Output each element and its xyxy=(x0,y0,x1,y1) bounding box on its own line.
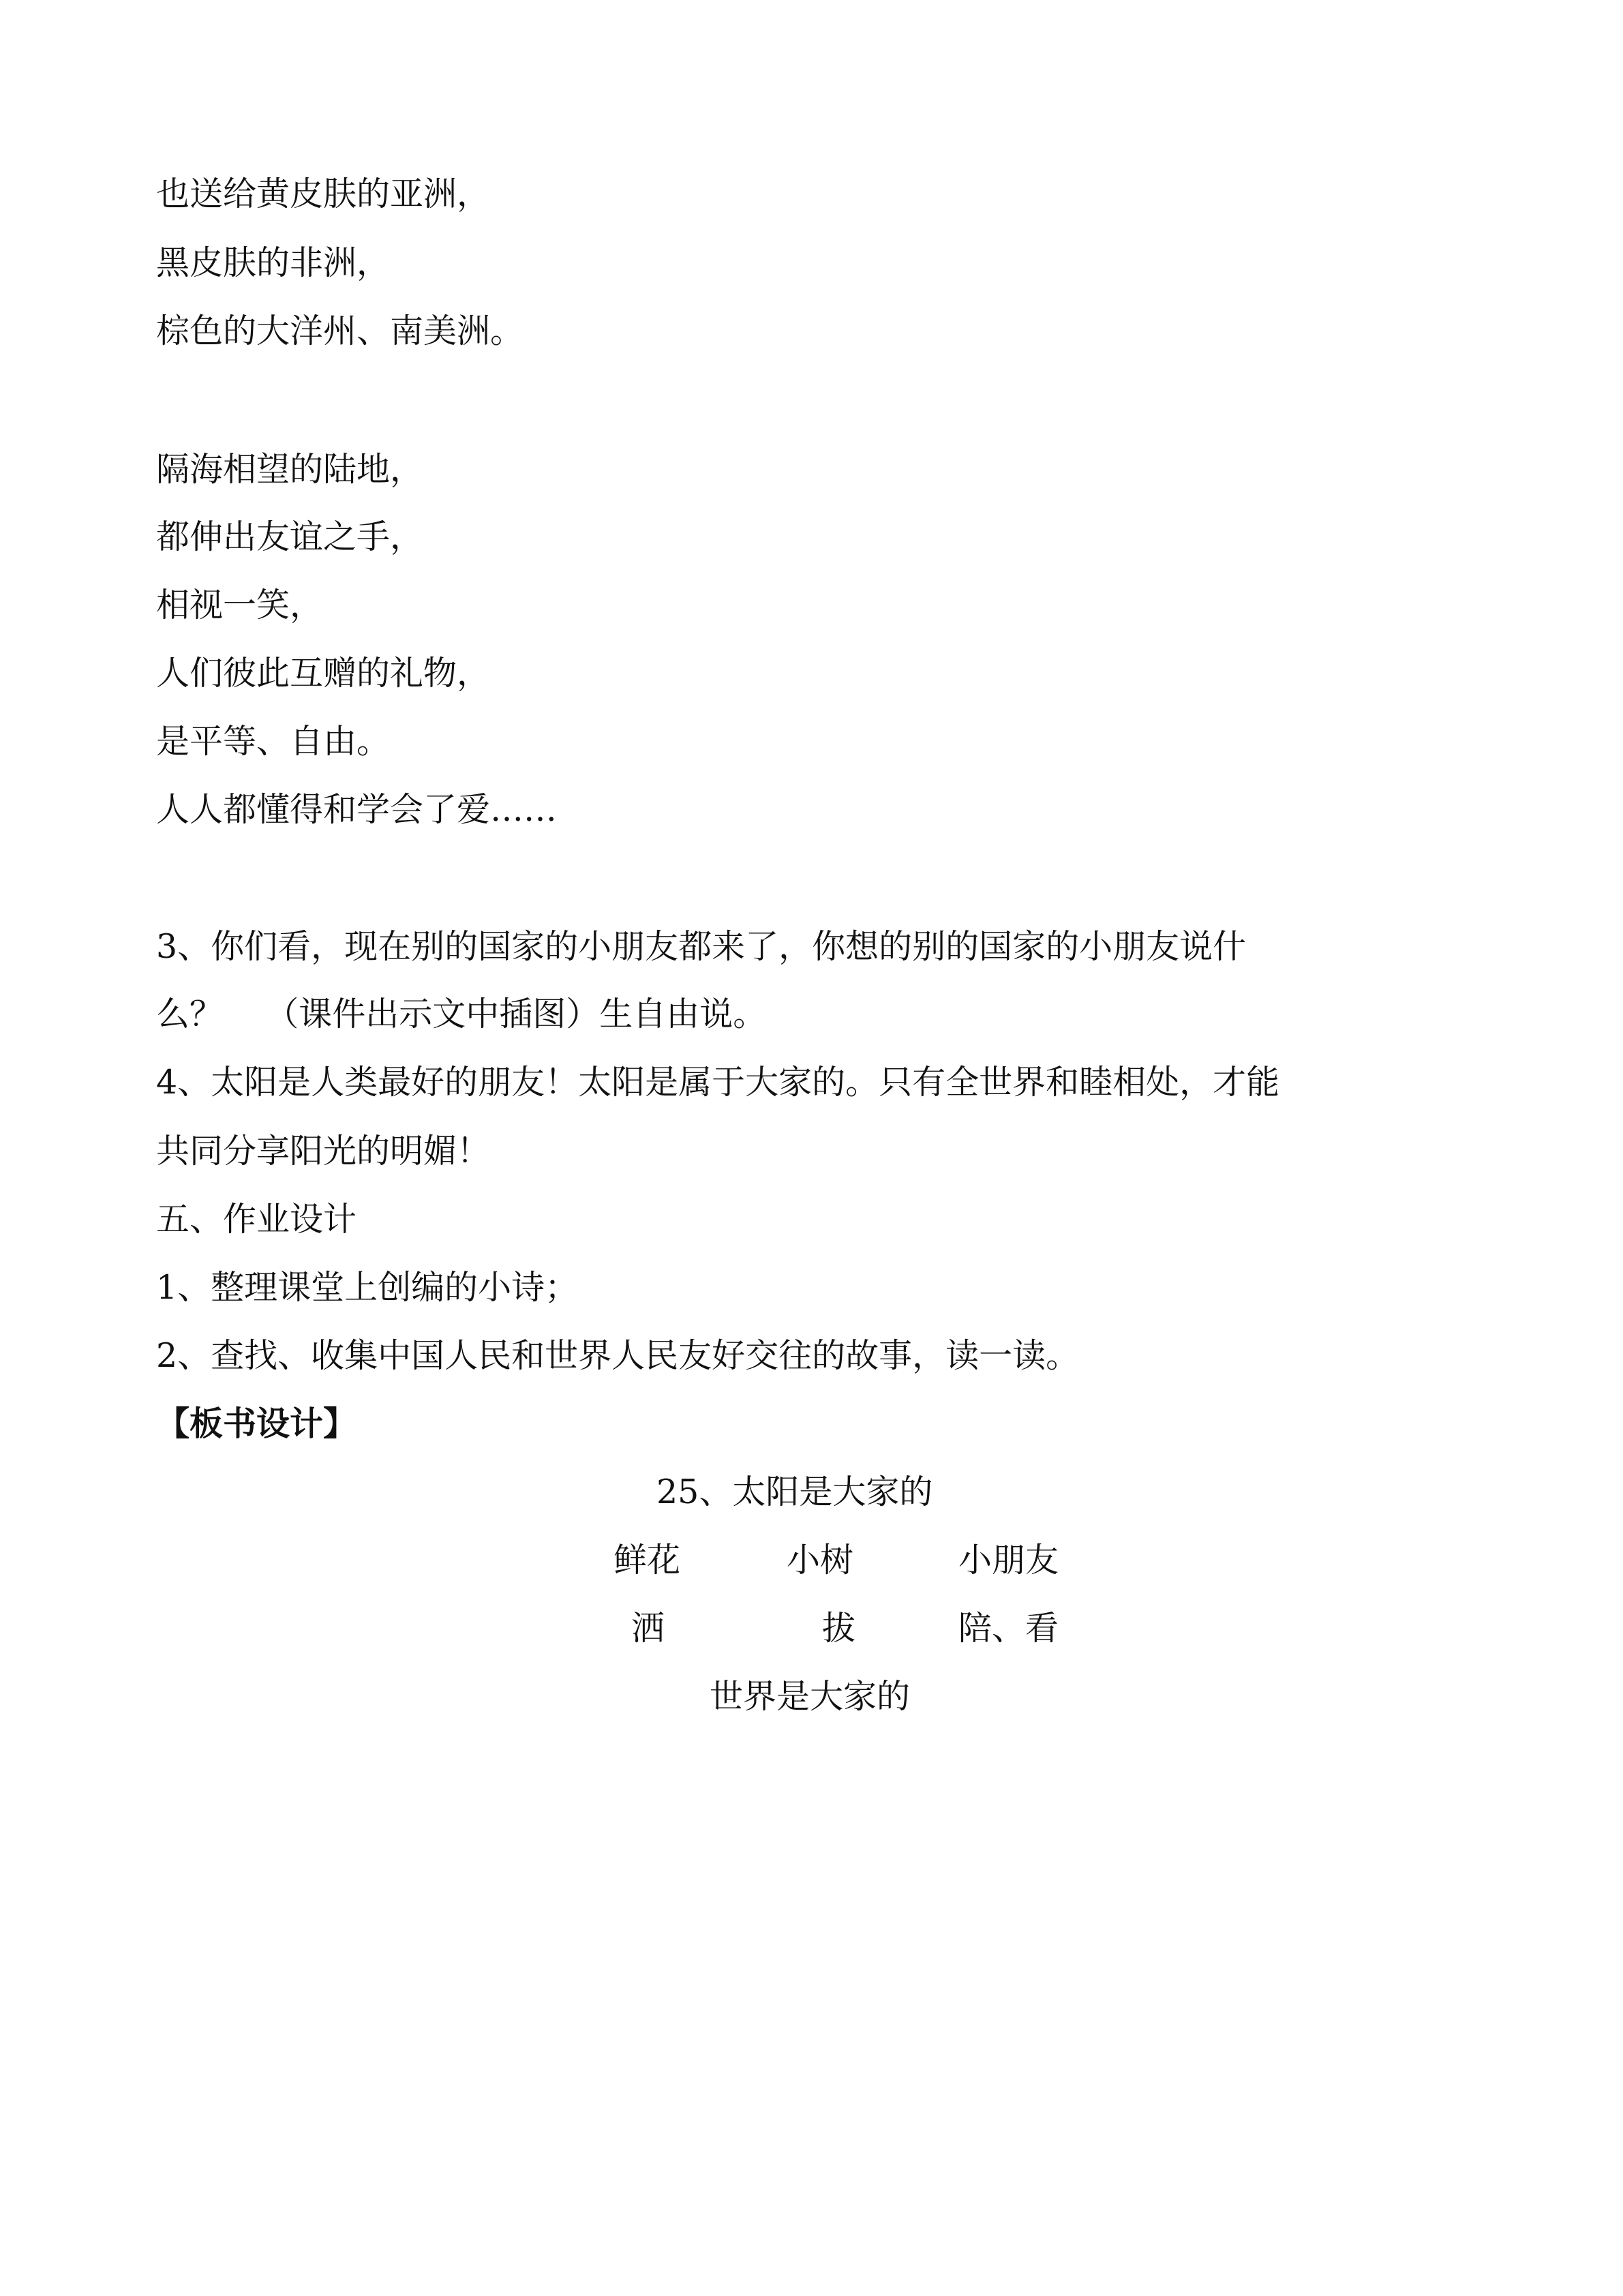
board-cell: 小树 xyxy=(787,1541,854,1580)
board-heading: 【板书设计】 xyxy=(156,1404,357,1443)
poem-line: 隔海相望的陆地， xyxy=(156,450,424,489)
board-cell: 洒 xyxy=(631,1609,665,1648)
board-title: 25、太阳是大家的 xyxy=(656,1472,933,1511)
homework-item: 1、整理课堂上创编的小诗； xyxy=(156,1268,579,1307)
board-row-nouns xyxy=(0,1543,1623,1584)
board-cell: 拔 xyxy=(822,1609,856,1648)
board-cell: 小朋友 xyxy=(958,1541,1059,1580)
poem-line: 黑皮肤的非洲， xyxy=(156,243,391,282)
homework-title: 五、作业设计 xyxy=(156,1200,357,1239)
board-conclusion-row xyxy=(0,1677,1623,1721)
step-line: 共同分享阳光的明媚！ xyxy=(156,1132,491,1170)
board-cell: 陪、看 xyxy=(958,1609,1059,1648)
poem-line: 相视一笑， xyxy=(156,586,324,624)
poem-line: 是平等、自由。 xyxy=(156,722,391,761)
poem-line: 人人都懂得和学会了爱…… xyxy=(156,790,558,829)
poem-line: 人们彼此互赠的礼物， xyxy=(156,654,491,693)
step-line: 4、太阳是人类最好的朋友！太阳是属于大家的。只有全世界和睦相处，才能 xyxy=(156,1063,1280,1102)
board-cell: 鲜花 xyxy=(613,1541,681,1580)
board-row-verbs xyxy=(0,1609,1623,1652)
step-line: 么？ （课件出示文中插图）生自由说。 xyxy=(156,995,767,1033)
step-line: 3、你们看，现在别的国家的小朋友都来了，你想的别的国家的小朋友说什 xyxy=(156,927,1247,966)
board-title-row xyxy=(0,1472,1623,1516)
homework-item: 2、查找、收集中国人民和世界人民友好交往的故事，读一读。 xyxy=(156,1336,1080,1375)
poem-line: 都伸出友谊之手， xyxy=(156,517,424,556)
poem-line: 棕色的大洋州、南美洲。 xyxy=(156,312,524,350)
poem-line: 也送给黄皮肤的亚洲， xyxy=(156,175,491,213)
board-conclusion: 世界是大家的 xyxy=(710,1677,911,1716)
